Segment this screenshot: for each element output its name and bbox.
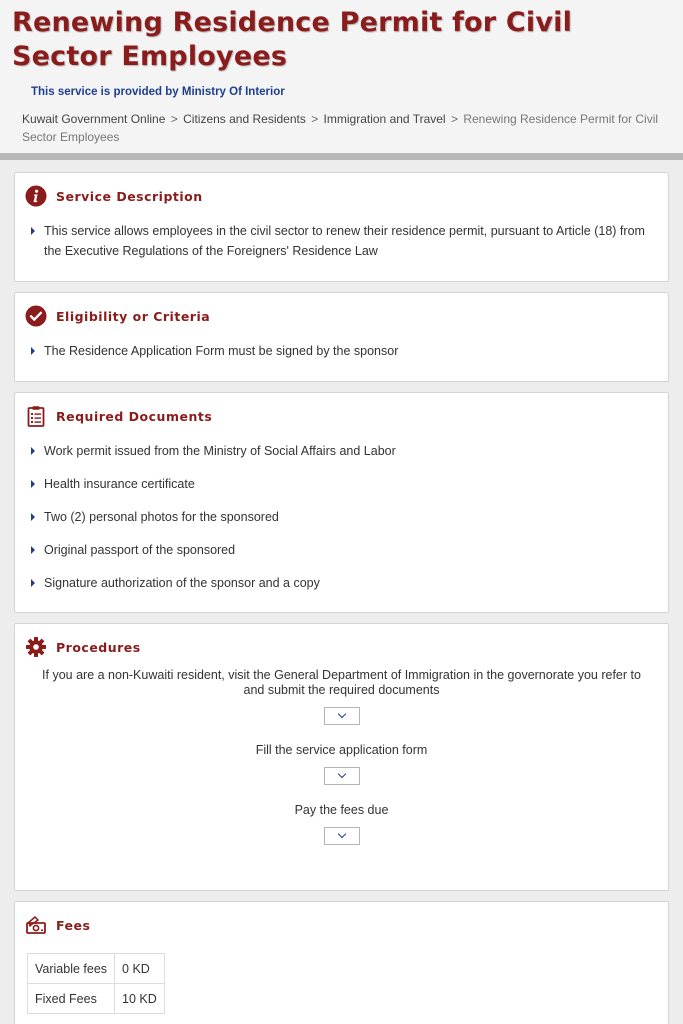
fee-value: 10 KD	[115, 984, 165, 1014]
table-row	[28, 954, 165, 984]
list-item: Original passport of the sponsored	[25, 540, 658, 560]
money-icon	[25, 914, 47, 936]
table-row	[28, 984, 165, 1014]
list-item: Health insurance certificate	[25, 474, 658, 494]
eligibility-list	[25, 341, 658, 361]
clipboard-icon	[25, 405, 47, 427]
check-circle-icon	[25, 305, 47, 327]
description-list	[25, 221, 658, 261]
section-title: Required Documents	[56, 408, 213, 424]
list-item: Two (2) personal photos for the sponsored	[25, 507, 658, 527]
main-content	[0, 160, 683, 1024]
header-divider	[0, 153, 683, 160]
fee-value: 0 KD	[115, 954, 165, 984]
card-header	[25, 185, 658, 207]
section-title: Fees	[56, 917, 91, 933]
card-header	[25, 305, 658, 327]
provider-name-link[interactable]: Ministry Of Interior	[181, 86, 285, 98]
card-header	[25, 914, 658, 936]
procedure-steps	[25, 668, 658, 845]
list-item: The Residence Application Form must be signed by the sponsor	[25, 341, 658, 361]
fee-label: Fixed Fees	[28, 984, 115, 1014]
procedure-step: If you are a non-Kuwaiti resident, visit the General Department of Immigration in the governorate you refer to and submit the required documents	[42, 668, 641, 697]
chevron-down-icon[interactable]	[324, 767, 360, 785]
service-provider	[31, 86, 671, 98]
fees-table	[27, 953, 165, 1014]
breadcrumb-link[interactable]: Citizens and Residents	[183, 112, 306, 126]
procedure-step: Pay the fees due	[294, 803, 389, 817]
breadcrumb-link[interactable]: Immigration and Travel	[323, 112, 446, 126]
breadcrumb-link[interactable]: Kuwait Government Online	[22, 112, 166, 126]
section-title: Service Description	[56, 188, 203, 204]
page-header	[0, 0, 683, 153]
list-item: This service allows employees in the civil sector to renew their residence permit, pursuant to Article (18) from the Executive Regulations of the Foreigners' Residence Law	[25, 221, 658, 261]
procedures-card	[14, 623, 669, 891]
breadcrumb-separator: >	[450, 112, 458, 126]
required-documents-card	[14, 392, 669, 613]
list-item: Signature authorization of the sponsor and a copy	[25, 573, 658, 593]
fee-label: Variable fees	[28, 954, 115, 984]
service-description-card	[14, 172, 669, 282]
breadcrumb	[22, 110, 662, 146]
breadcrumb-separator: >	[170, 112, 178, 126]
documents-list	[25, 441, 658, 593]
section-title: Procedures	[56, 639, 141, 655]
card-header	[25, 405, 658, 427]
chevron-down-icon[interactable]	[324, 707, 360, 725]
procedure-step: Fill the service application form	[255, 743, 428, 757]
fees-card	[14, 901, 669, 1024]
eligibility-card	[14, 292, 669, 382]
provider-prefix: This service is provided by	[31, 86, 179, 98]
info-icon	[25, 185, 47, 207]
list-item: Work permit issued from the Ministry of Social Affairs and Labor	[25, 441, 658, 461]
breadcrumb-current: Renewing Residence Permit for Civil Sector Employees	[22, 112, 659, 144]
chevron-down-icon[interactable]	[324, 827, 360, 845]
gear-icon	[25, 636, 47, 658]
page-title: Renewing Residence Permit for Civil Sector Employees	[12, 7, 573, 72]
section-title: Eligibility or Criteria	[56, 308, 211, 324]
breadcrumb-separator: >	[311, 112, 319, 126]
card-header	[25, 636, 658, 658]
